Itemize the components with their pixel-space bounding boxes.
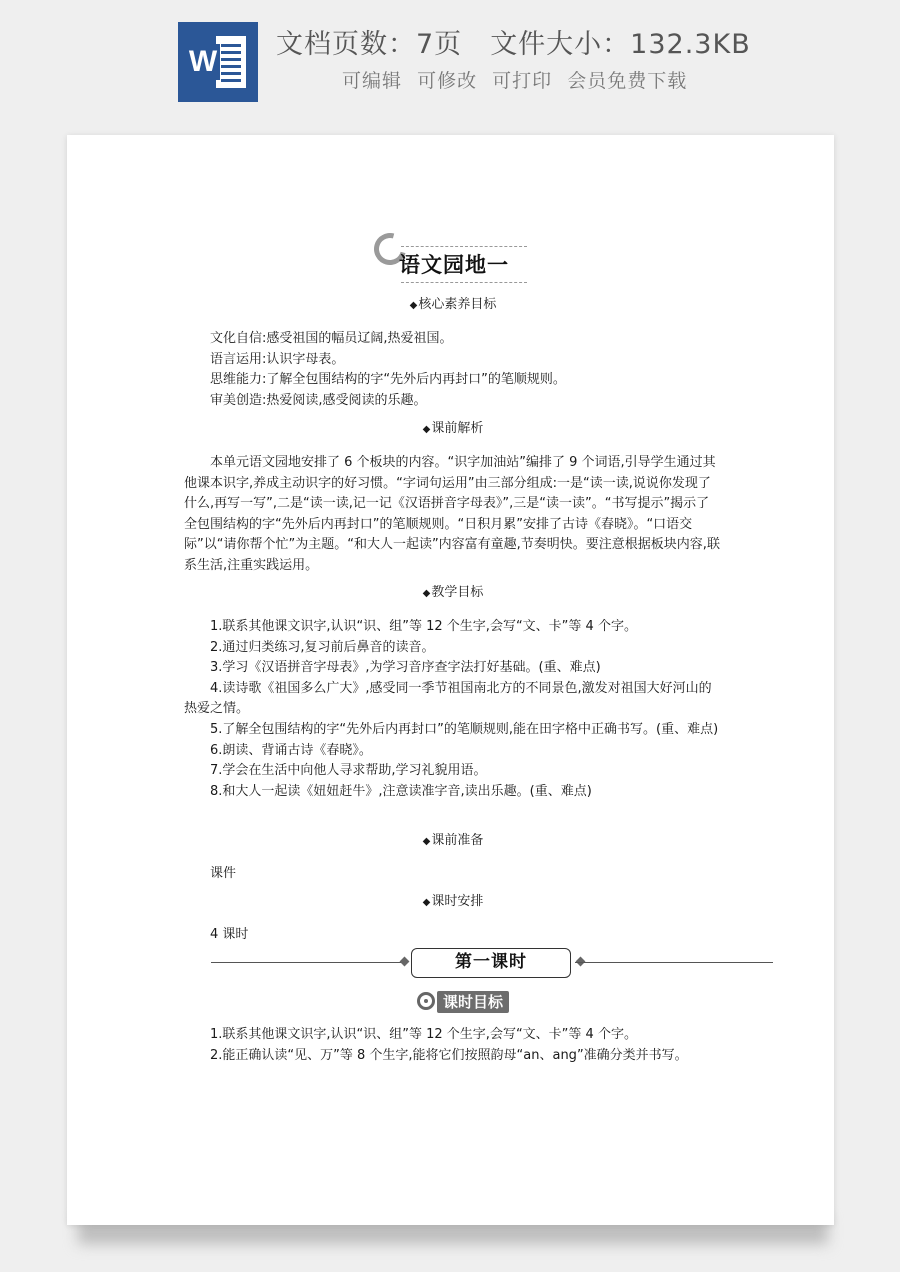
feature-printable: 可打印 xyxy=(492,70,553,92)
goal-item: 1.联系其他课文识字,认识“识、组”等 12 个生字,会写“文、卡”等 4 个字。 xyxy=(210,619,637,634)
goal-item: 6.朗读、背诵古诗《春晓》。 xyxy=(210,742,372,758)
goal-item: 2.通过归类练习,复习前后鼻音的读音。 xyxy=(210,639,435,655)
analysis-paragraph: 本单元语文园地安排了 6 个板块的内容。“识字加油站”编排了 9 个词语,引导学生通过其他课本识字,养成主动识字的好习惯。“字词句运用”由三部分组成:一是“读一读,说说你发现了什么,再写一写”,二是“读一读,记一记《汉语拼音字母表》”,三是“读一读”。“书写提示”揭示了全包围结构的字“先外后内再封口”的笔顺规则。“日积月累”安排了古诗《春晓》。“口语交际”以“请你帮个忙”为主题。“和大人一起读”内容富有童趣,节奏明快。要注意根据板块内容,联系生活,注重实践运用。 xyxy=(184,455,720,573)
analysis-section xyxy=(184,419,722,441)
core-goal-line: 思维能力:了解全包围结构的字“先外后内再封口”的笔顺规则。 xyxy=(210,372,566,388)
word-icon-page xyxy=(216,36,246,88)
feature-member-download: 会员免费下载 xyxy=(567,70,688,92)
document-meta xyxy=(276,22,796,61)
prep-body xyxy=(184,864,722,885)
section-heading-schedule: ◆课时安排 xyxy=(422,894,484,909)
word-document-icon xyxy=(178,22,258,102)
target-icon xyxy=(417,992,435,1010)
analysis-body xyxy=(184,453,722,577)
prep-text: 课件 xyxy=(210,866,237,881)
goal-item: 8.和大人一起读《妞妞赶牛》,注意读准字音,读出乐趣。(重、难点) xyxy=(210,783,592,799)
document-page xyxy=(67,135,834,1225)
goal-item: 7.学会在生活中向他人寻求帮助,学习礼貌用语。 xyxy=(210,763,487,779)
goal-item: 4.读诗歌《祖国多么广大》,感受同一季节祖国南北方的不同景色,激发对祖国大好河山的热爱之情。 xyxy=(184,680,712,717)
core-section xyxy=(184,295,722,317)
unit-title xyxy=(369,230,529,290)
lesson-goals-list xyxy=(184,1025,722,1066)
feature-modifiable: 可修改 xyxy=(417,70,478,92)
file-size-label: 文件大小：132.3KB xyxy=(490,29,751,60)
section-heading-prep: ◆课前准备 xyxy=(422,833,484,848)
schedule-text: 4 课时 xyxy=(210,927,249,942)
lesson-divider xyxy=(211,948,773,978)
core-goals-list xyxy=(184,329,722,411)
lesson-goal-label: 课时目标 xyxy=(437,991,509,1013)
lesson-goal-item: 2.能正确认读“见、万”等 8 个生字,能将它们按照韵母“an、ang”准确分类并书写。 xyxy=(210,1047,688,1063)
prep-section xyxy=(184,831,722,853)
schedule-body xyxy=(184,925,722,946)
goals-section xyxy=(184,583,722,605)
page-count-label: 文档页数：7页 xyxy=(276,29,463,60)
schedule-section xyxy=(184,892,722,914)
feature-list xyxy=(342,66,695,93)
lesson-title: 第一课时 xyxy=(411,948,571,978)
lesson-goal-item: 1.联系其他课文识字,认识“识、组”等 12 个生字,会写“文、卡”等 4 个字。 xyxy=(210,1027,637,1042)
feature-editable: 可编辑 xyxy=(342,70,403,92)
teaching-goals-list xyxy=(184,617,722,802)
document-info-header xyxy=(0,0,900,130)
word-icon-letter: W xyxy=(186,44,220,80)
core-goal-line: 文化自信:感受祖国的幅员辽阔,热爱祖国。 xyxy=(210,331,453,346)
goal-item: 3.学习《汉语拼音字母表》,为学习音序查字法打好基础。(重、难点) xyxy=(210,660,601,676)
page-title: 语文园地一 xyxy=(399,253,509,277)
core-goal-line: 审美创造:热爱阅读,感受阅读的乐趣。 xyxy=(210,392,427,408)
section-heading-core: ◆核心素养目标 xyxy=(409,297,497,312)
core-goal-line: 语言运用:认识字母表。 xyxy=(210,351,345,367)
section-heading-goals: ◆教学目标 xyxy=(422,585,484,600)
section-heading-analysis: ◆课前解析 xyxy=(422,421,484,436)
goal-item: 5.了解全包围结构的字“先外后内再封口”的笔顺规则,能在田字格中正确书写。(重、难点) xyxy=(210,721,719,737)
